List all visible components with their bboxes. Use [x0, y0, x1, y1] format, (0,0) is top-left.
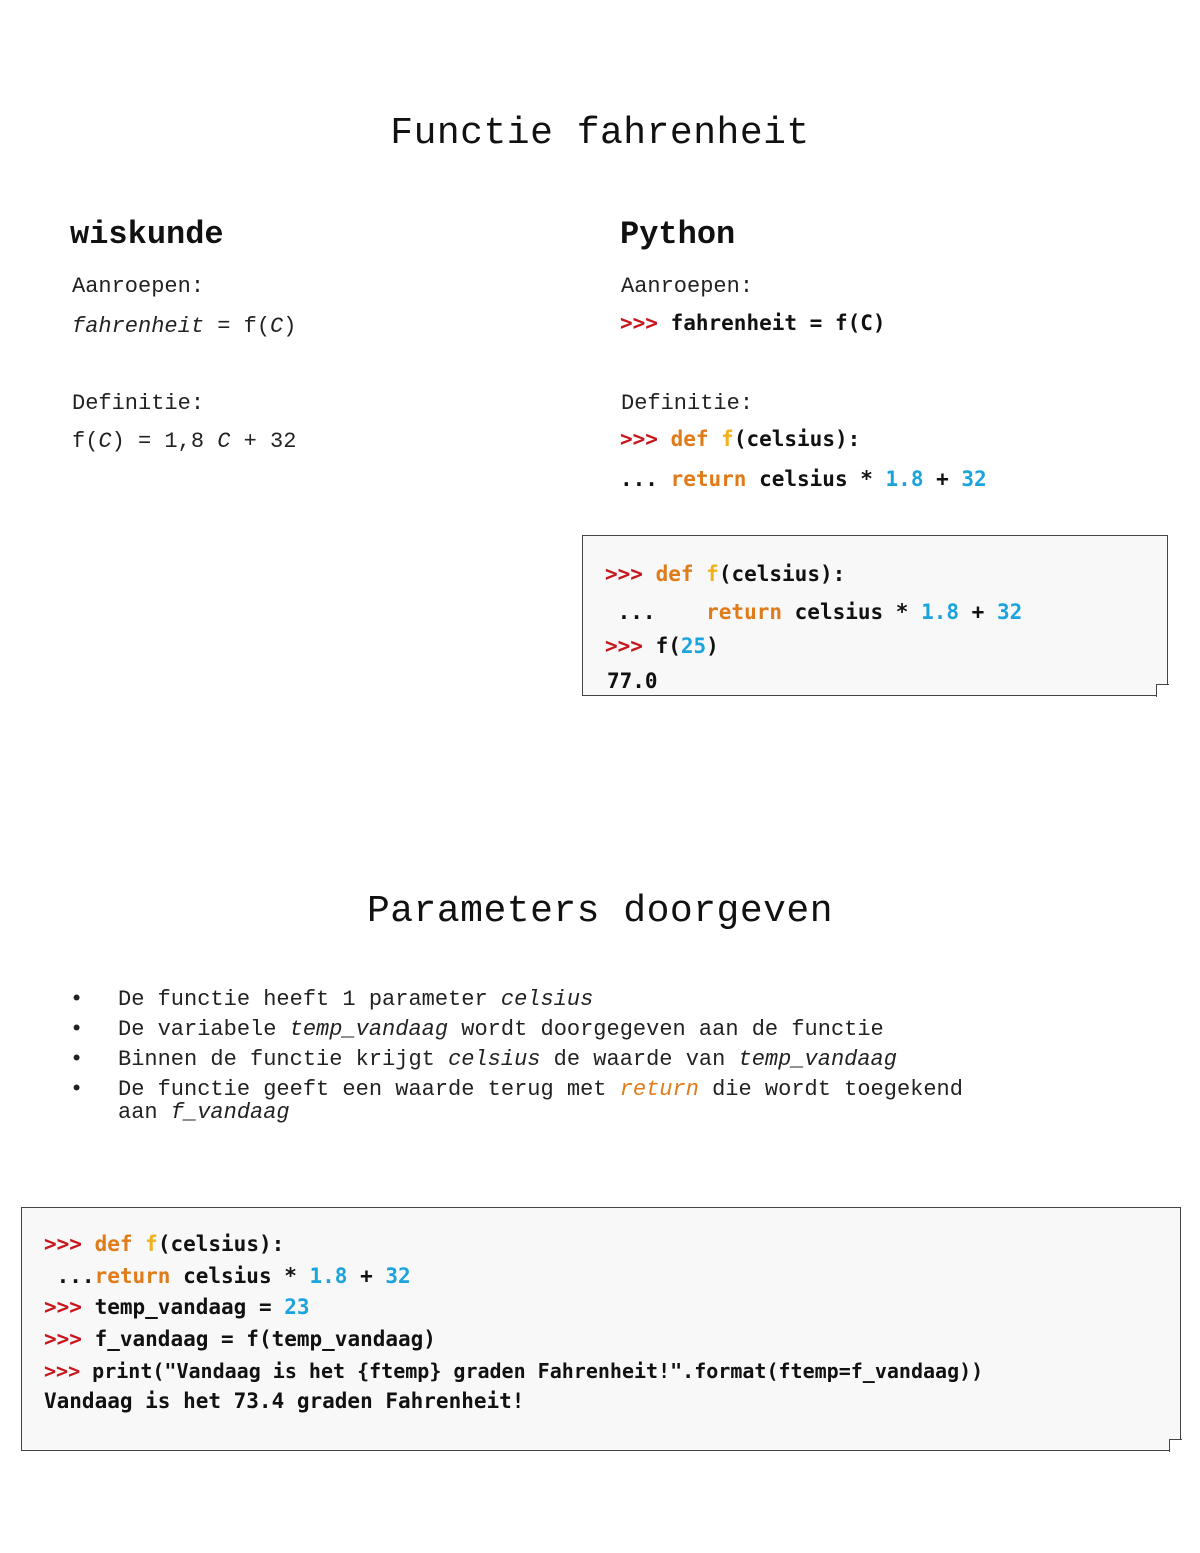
code-text: +: [923, 467, 962, 491]
number: 25: [680, 634, 707, 658]
bullet-icon: •: [70, 987, 84, 1012]
code-text: f_vandaag = f(temp_vandaag): [81, 1327, 436, 1351]
code-line: [605, 562, 845, 586]
list-item: [66, 1048, 1146, 1072]
function-name: f: [132, 1232, 158, 1256]
math-def-part: + 32: [230, 429, 297, 454]
prompt: >>>: [620, 311, 658, 335]
bullet-text: die wordt toegekend: [698, 1077, 963, 1102]
bullet-text: aan: [118, 1100, 171, 1125]
list-item: [66, 988, 1146, 1012]
code-text: celsius *: [170, 1264, 310, 1288]
math-var-c: C: [270, 314, 284, 339]
python-def-line: [620, 427, 860, 451]
math-call-part: ): [283, 314, 297, 339]
bullet-emphasis: celsius: [448, 1047, 541, 1072]
math-def-part: ) = 1,8: [111, 429, 218, 454]
prompt: >>>: [44, 1232, 82, 1256]
code-text: temp_vandaag =: [81, 1295, 285, 1319]
prompt: >>>: [44, 1327, 82, 1351]
prompt: >>>: [605, 634, 643, 658]
math-var-c: C: [98, 429, 112, 454]
code-text: fahrenheit = f(C): [657, 311, 886, 335]
function-name: f: [708, 427, 734, 451]
code-line: [44, 1327, 436, 1351]
list-item: [66, 1018, 1146, 1042]
code-line: [44, 1295, 310, 1319]
code-box-example-1: [582, 535, 1168, 696]
math-definition-expression: [72, 429, 296, 454]
bullet-text: De variabele: [118, 1017, 290, 1042]
number: 32: [385, 1264, 411, 1288]
code-text: print("Vandaag is het {ftemp} graden Fahrenheit!".format(ftemp=f_vandaag)): [80, 1359, 984, 1383]
bullet-text: de waarde van: [540, 1047, 739, 1072]
bullet-emphasis: f_vandaag: [170, 1100, 290, 1125]
bullet-text: Binnen de functie krijgt: [118, 1047, 449, 1072]
math-def-part: f(: [72, 429, 99, 454]
code-text: celsius *: [782, 600, 922, 624]
code-text: celsius *: [746, 467, 886, 491]
math-call-expression: [72, 314, 296, 339]
math-call-part: = f(: [204, 314, 271, 339]
keyword-return: return: [657, 467, 747, 491]
number: 32: [996, 600, 1023, 624]
code-text: +: [347, 1264, 386, 1288]
code-text: (celsius):: [718, 562, 846, 586]
keyword-return: return: [655, 600, 783, 624]
number: 32: [961, 467, 987, 491]
code-output: 77.0: [607, 669, 658, 693]
prompt: >>>: [44, 1359, 81, 1383]
bullet-emphasis: celsius: [500, 987, 594, 1012]
bullet-emphasis: temp_vandaag: [289, 1017, 449, 1042]
keyword-def: def: [657, 427, 709, 451]
label-definitie-math: Definitie:: [72, 391, 205, 416]
keyword-def: def: [642, 562, 694, 586]
keyword-def: def: [81, 1232, 133, 1256]
code-line: [605, 600, 1022, 624]
code-line: [44, 1264, 411, 1288]
bullet-list: [66, 988, 1146, 1130]
code-text: f(: [642, 634, 681, 658]
number: 1.8: [885, 467, 924, 491]
bullet-icon: •: [70, 1077, 84, 1102]
bullet-icon: •: [70, 1047, 84, 1072]
code-text: +: [959, 600, 997, 624]
code-text: (celsius):: [733, 427, 861, 451]
section-title-parameters: Parameters doorgeven: [366, 890, 834, 933]
math-var-c: C: [217, 429, 231, 454]
code-text: (celsius):: [157, 1232, 285, 1256]
section-title-functie: Functie fahrenheit: [390, 112, 810, 155]
function-name: f: [693, 562, 719, 586]
label-definitie-python: Definitie:: [621, 391, 754, 416]
code-box-example-2: [21, 1207, 1181, 1451]
math-var-fahrenheit: fahrenheit: [72, 314, 205, 339]
code-line: [44, 1232, 284, 1256]
continuation-dots: ...: [605, 600, 656, 624]
python-return-line: [620, 467, 987, 491]
list-item: [66, 1078, 1146, 1124]
bullet-text: wordt doorgegeven aan de functie: [448, 1017, 884, 1042]
heading-python: Python: [620, 216, 736, 253]
continuation-dots: ...: [44, 1264, 95, 1288]
bullet-text: De functie geeft een waarde terug met: [118, 1077, 620, 1102]
number: 1.8: [921, 600, 960, 624]
python-call-line: [620, 311, 886, 335]
prompt: >>>: [44, 1295, 82, 1319]
bullet-icon: •: [70, 1017, 84, 1042]
number: 1.8: [309, 1264, 348, 1288]
bullet-emphasis-return: return: [619, 1077, 699, 1102]
prompt: >>>: [605, 562, 643, 586]
code-line: [605, 634, 719, 658]
number: 23: [284, 1295, 310, 1319]
label-aanroepen-math: Aanroepen:: [72, 274, 205, 299]
continuation-dots: ...: [620, 467, 658, 491]
prompt: >>>: [620, 427, 658, 451]
folded-corner-icon: [1156, 684, 1169, 697]
code-line: [44, 1359, 983, 1383]
code-output: Vandaag is het 73.4 graden Fahrenheit!: [44, 1389, 525, 1413]
keyword-return: return: [94, 1264, 171, 1288]
code-text: ): [706, 634, 719, 658]
label-aanroepen-python: Aanroepen:: [621, 274, 754, 299]
folded-corner-icon: [1169, 1439, 1182, 1452]
heading-wiskunde: wiskunde: [70, 216, 224, 253]
bullet-text: De functie heeft 1 parameter: [118, 987, 501, 1012]
bullet-emphasis: temp_vandaag: [738, 1047, 897, 1072]
